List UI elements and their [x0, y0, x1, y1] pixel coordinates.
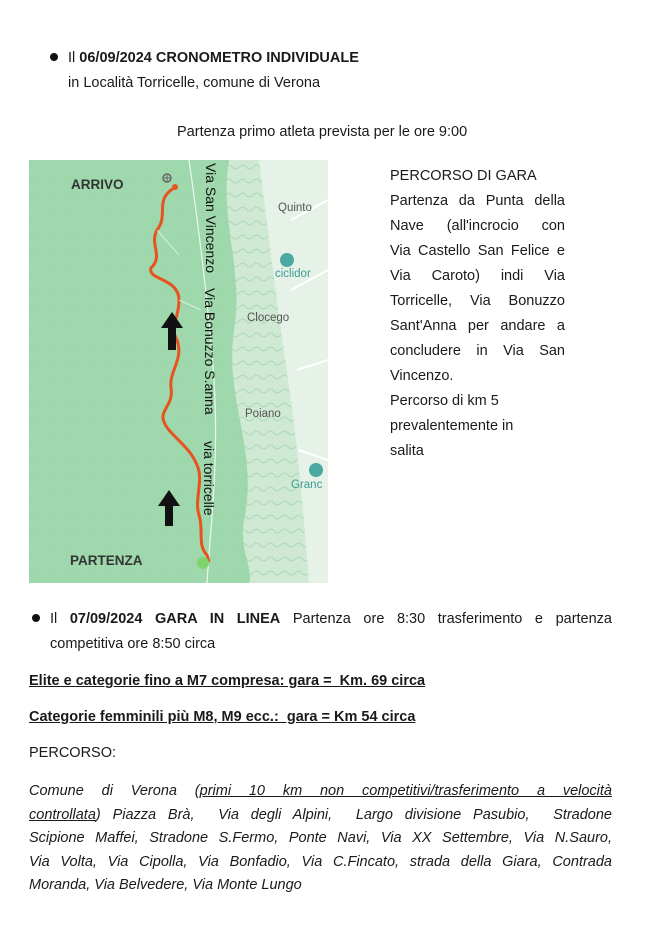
event1-heading: [68, 48, 359, 68]
event2-desc-line2: competitiva ore 8:50 circa: [50, 636, 216, 652]
route-note: (primi 10 km non competitivi/trasferimento a velocità: [194, 783, 612, 799]
place-clocego: Clocego: [247, 312, 290, 324]
event1-location: in Località Torricelle, comune di Verona: [68, 75, 321, 91]
course-line: Nave (all'incrocio con: [390, 218, 565, 234]
flag-icon: [163, 174, 171, 182]
course-description: [390, 164, 565, 464]
place-poiano: Poiano: [245, 408, 281, 420]
bullet-event2: [32, 614, 40, 622]
event1-date-prefix: Il: [68, 50, 80, 66]
route-line: [29, 780, 612, 804]
event2-date-prefix: Il: [50, 611, 70, 627]
start-marker: [197, 557, 209, 569]
place-ciclidor: ciclidor: [275, 268, 311, 280]
route-map: [29, 160, 328, 583]
partenza-label: PARTENZA: [70, 553, 143, 568]
bike-shop-icon: [280, 253, 294, 267]
course-line: Via Castello San Felice e: [390, 243, 565, 259]
route-line: [29, 804, 612, 828]
bullet-event1: [50, 53, 58, 61]
event1-date: 06/09/2024: [79, 50, 152, 66]
course-line: Percorso di km 5: [390, 393, 499, 409]
route-map-graphic: [29, 160, 328, 583]
course-line: salita: [390, 443, 424, 459]
route-note-end: controllata: [29, 806, 96, 823]
place-grand: Granc: [291, 479, 323, 491]
route-comune: Comune di Verona: [29, 783, 195, 799]
course-line: Sant'Anna per andare a: [390, 318, 565, 334]
event2-date: 07/09/2024: [69, 611, 143, 627]
event2-desc-line1: Partenza ore 8:30 trasferimento e partenza: [280, 611, 612, 627]
event1-start-time: Partenza primo atleta prevista per le ore 9:00: [177, 124, 468, 140]
course-line: concludere in Via San: [390, 343, 565, 359]
women-distance: Categorie femminili più M8, M9 ecc.: gara = Km 54 circa: [29, 709, 416, 725]
course-line: prevalentemente in: [390, 418, 514, 434]
course-line: Vincenzo.: [390, 368, 454, 384]
route-line: Via Volta, Via Cipolla, Via Bonfadio, Via C.Fincato, strada della Giara, Contrada: [29, 853, 612, 870]
road-bonuzzo: Via Bonuzzo S.anna: [202, 288, 218, 415]
course-line: Partenza da Punta della: [390, 193, 565, 209]
route-line: Moranda, Via Belvedere, Via Monte Lungo: [29, 877, 302, 893]
course-heading: PERCORSO DI GARA: [390, 168, 537, 184]
route-line: Scipione Maffei, Stradone S.Fermo, Ponte Navi, Via XX Settembre, Via N.Sauro,: [29, 830, 612, 846]
bike-shop-icon: [309, 463, 323, 477]
event1-title: CRONOMETRO INDIVIDUALE: [151, 50, 359, 66]
course-line: Via Caroto) indi Via: [390, 268, 565, 284]
course-line: Torricelle, Via Bonuzzo: [390, 293, 565, 309]
route-streets: ) Piazza Brà, Via degli Alpini, Largo divisione Pasubio, Stradone: [95, 806, 612, 823]
place-quinto: Quinto: [278, 202, 312, 214]
road-torricelle: via torricelle: [201, 441, 217, 516]
percorso-label: PERCORSO:: [29, 745, 117, 761]
elite-distance: Elite e categorie fino a M7 compresa: gara = Km. 69 circa: [29, 673, 426, 689]
event2-heading: [50, 609, 612, 629]
event2-title: GARA IN LINEA: [142, 611, 281, 627]
arrivo-label: ARRIVO: [71, 177, 124, 192]
finish-marker: [172, 184, 178, 190]
road-san-vincenzo: Via San Vincenzo: [203, 163, 219, 274]
route-description: [29, 780, 612, 898]
